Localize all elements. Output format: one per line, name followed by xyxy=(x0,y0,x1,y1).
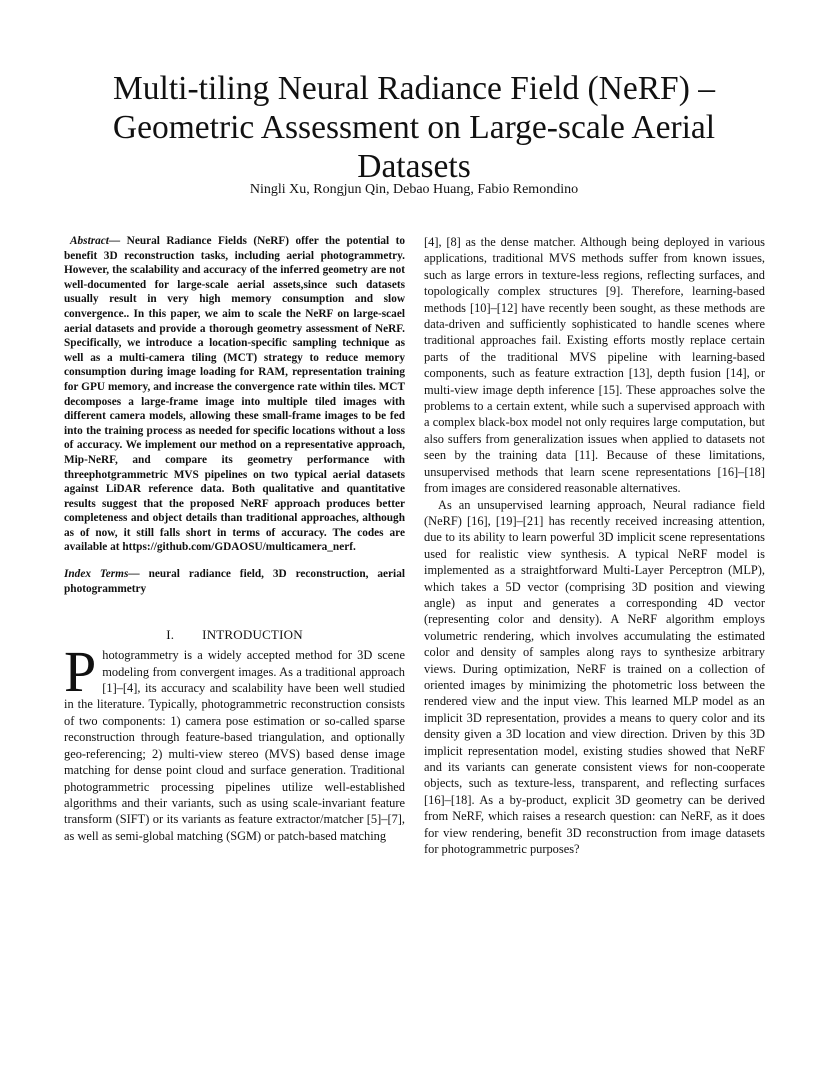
abstract xyxy=(64,234,405,555)
author-list: Ningli Xu, Rongjun Qin, Debao Huang, Fabio Remondino xyxy=(249,182,579,197)
abstract-text: Neural Radiance Fields (NeRF) offer the potential to benefit 3D reconstruction tasks, including aerial photogrammetry. However, the scalability and accuracy of the inferred geometry are not well-documented for large-scale aerial assets,since such datasets usually result in very high memory consumption and slow convergence.. In this paper, we aim to scale the NeRF on large-scael aerial datasets and provide a thorough geometry assessment of NeRF. Specifically, we introduce a location-specific sampling technique as well as a multi-camera tiling (MCT) strategy to reduce memory consumption during image loading for RAM, representation training for GPU memory, and increase the convergence rate within tiles. MCT decomposes a large-frame image into multiple tiled images with different camera models, allowing these small-frame images to be fed into the training process as needed for specific locations without a loss of accuracy. We implement our method on a representative approach, Mip-NeRF, and compare its geometry performance with threephotgrammetric MVS pipelines on two typical aerial datasets against LiDAR reference data. Both qualitative and quantitative results suggest that the proposed NeRF approach produces better completeness and object details than traditional approaches, although as of now, it still falls short in terms of accuracy. The codes are available at https://github.com/GDAOSU/multicamera_nerf. xyxy=(64,235,405,554)
paper-title xyxy=(0,69,828,186)
index-terms-lead: Index Terms— xyxy=(64,568,140,581)
index-terms xyxy=(64,567,405,596)
section-title: INTRODUCTION xyxy=(202,627,303,643)
drop-cap: P xyxy=(64,639,97,705)
section-number: I. xyxy=(166,627,175,643)
title-line-3: Datasets xyxy=(357,148,471,185)
intro-paragraph-1 xyxy=(64,639,405,844)
title-line-2: Geometric Assessment on Large-scale Aerial xyxy=(112,109,716,146)
abstract-lead: Abstract— xyxy=(70,235,121,247)
section-heading xyxy=(64,627,405,643)
title-line-1: Multi-tiling Neural Radiance Field (NeRF) – xyxy=(113,70,715,107)
left-column xyxy=(64,234,405,844)
right-column xyxy=(424,234,765,857)
index-terms-text: neural radiance field, 3D reconstruction, aerial photogrammetry xyxy=(64,568,405,595)
intro-paragraph-1-continued: [4], [8] as the dense matcher. Although being deployed in various applications, traditional MVS methods suffer from known issues, such as large errors in texture-less regions, reflecting surfaces, and topologically complex structures [9]. Therefore, learning-based methods [10]–[12] have recently been sought, as these methods are data-driven and sufficiently sophisticated to handle scenes where traditional approaches fail. Existing efforts mostly replace certain parts of the traditional MVS pipeline with learning-based components, such as feature extraction [13], depth fusion [14], or multi-view image depth inference [15]. These approaches solve the problems to a certain extent, while such a supervised approach with a complex black-box model not only requires large computation, but also suffers from generalization issues when applied to datasets not seen by the training data [11]. Because of these limitations, unsupervised methods that learn scene representations [16]–[18] from images are considered reasonable alternatives. xyxy=(424,235,765,496)
intro-paragraph-2: As an unsupervised learning approach, Neural radiance field (NeRF) [16], [19]–[21] has recently received increasing attention, due to its ability to learn powerful 3D implicit scene representations used for realistic view synthesis. A typical NeRF model is implemented as a straightforward Multi-Layer Perceptron (MLP), which takes a 5D vector (comprising 3D position and viewing angle) as input and generates a corresponding 4D vector (representing color and density). A NeRF algorithm employs volumetric rendering, which involves accumulating the estimated color and density of samples along rays to synthesize arbitrary views. During optimization, NeRF is trained on a collection of oriented images by minimizing the photometric loss between the rendered view and the input view. This learned MLP model as an implicit 3D representation, provides a means to query color and its density given a 3D location and view direction. Driven by this 3D implicit representation model, existing studies showed that NeRF and its variants can generate consistent views for non-cooperate objects, such as texture-less, transparent, and reflecting surfaces [16]–[18]. As a by-product, explicit 3D geometry can be derived from NeRF, which raises a research question: can NeRF, as it does for view rendering, benefit 3D reconstruction from image datasets for photogrammetric purposes? xyxy=(424,497,765,857)
intro-paragraph-1-text: hotogrammetry is a widely accepted method for 3D scene modeling from convergent images. As a traditional approach [1]–[4], its accuracy and scalability have been well studied in the literature. Typically, photogrammetric reconstruction consists of two components: 1) camera pose estimation or so-called sparse reconstruction through feature-based triangulation, and optionally geo-referencing; 2) multi-view stereo (MVS) based dense image matching for dense point cloud and surface generation. Traditional photogrammetric processing pipelines utilize well-established algorithms and their variants, such as using scale-invariant feature transform (SIFT) or its variants as feature extractor/matcher [5]–[7], as well as semi-global matching (SGM) or patch-based matching xyxy=(64,648,405,843)
